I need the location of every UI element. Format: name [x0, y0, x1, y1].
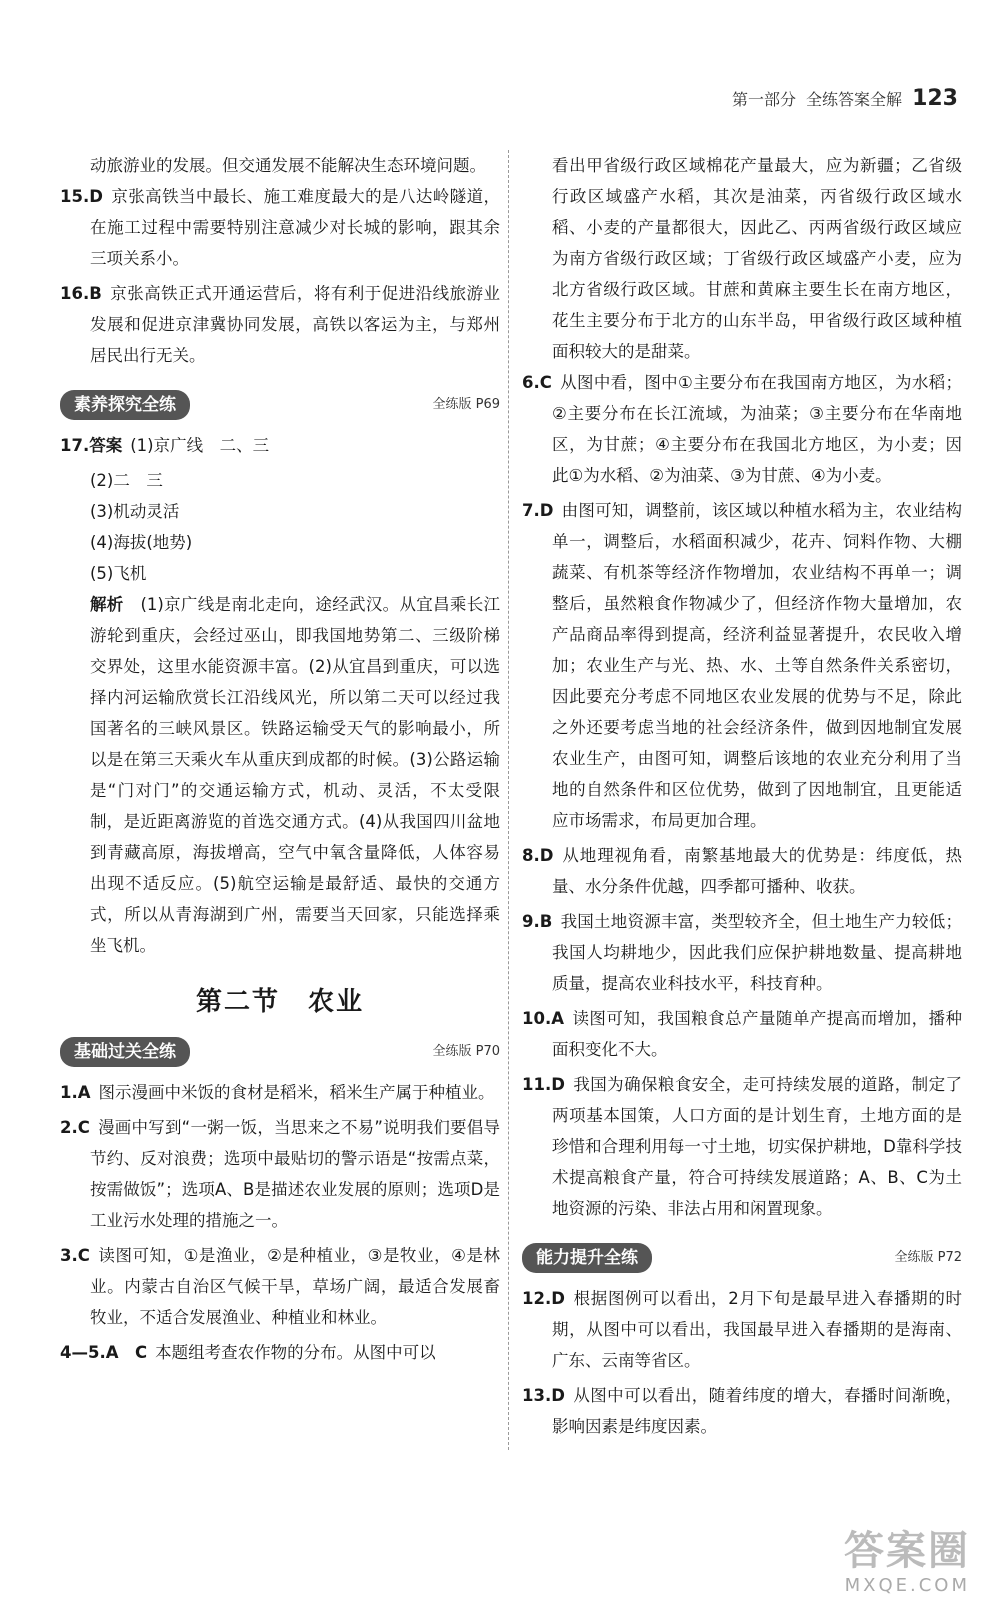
banner-ref: 全练版 P70: [432, 1044, 500, 1059]
answer-item: 1.A 图示漫画中米饭的食材是稻米，稻米生产属于种植业。: [60, 1083, 495, 1102]
answer-item: 10.A 读图可知，我国粮食总产量随单产提高而增加，播种面积变化不大。: [522, 1009, 962, 1059]
header-title: 全练答案全解: [806, 90, 903, 109]
header-section: 第一部分: [732, 90, 797, 109]
answer-item: 16.B 京张高铁正式开通运营后，将有利于促进沿线旅游业发展和促进京津冀协同发展，高铁以客运为主，与郑州居民出行无关。: [60, 284, 500, 365]
answer-item: 8.D 从地理视角看，南繁基地最大的优势是：纬度低，热量、水分条件优越，四季都可播种、收获。: [522, 846, 962, 896]
answer-item: 12.D 根据图例可以看出，2月下旬是最早进入春播期的时期，从图中可以看出，我国最早进入春播期的是海南、广东、云南等省区。: [522, 1289, 962, 1370]
watermark-url: MXQE.COM: [844, 1575, 970, 1596]
banner-tag: 基础过关全练: [60, 1037, 190, 1067]
banner-ref: 全练版 P72: [894, 1250, 962, 1265]
continued-text: 看出甲省级行政区域棉花产量最大，应为新疆；乙省级行政区域盛产水稻，其次是油菜，丙省级行政区域水稻、小麦的产量都很大，因此乙、丙两省级行政区域应为南方省级行政区域；丁省级行政区域盛产小麦，应为北方省级行政区域。甘蔗和黄麻主要生长在南方地区，花生主要分布于北方的山东半岛，甲省级行政区域种植面积较大的是甜菜。: [552, 156, 962, 361]
answer-sub: (5)飞机: [90, 564, 147, 583]
answer-item: 6.C 从图中看，图中①主要分布在我国南方地区，为水稻；②主要分布在长江流域，为油菜；③主要分布在华南地区，为甘蔗；④主要分布在我国北方地区，为小麦；因此①为水稻、②为油菜、③为甘蔗、④为小麦。: [522, 373, 962, 485]
left-column: [60, 150, 500, 1372]
answer-item: 9.B 我国土地资源丰富，类型较齐全，但土地生产力较低；我国人均耕地少，因此我们应保护耕地数量、提高耕地质量，提高农业科技水平，科技育种。: [522, 912, 962, 993]
analysis-text: 解析 (1)京广线是南北走向，途经武汉。从宜昌乘长江游轮到重庆，会经过巫山，即我国地势第二、三级阶梯交界处，这里水能资源丰富。(2)从宜昌到重庆，可以选择内河运输欣赏长江沿线风光，所以第二天可以经过我国著名的三峡风景区。铁路运输受天气的影响最小，所以是在第三天乘火车从重庆到成都的时候。(3)公路运输是“门对门”的交通运输方式，机动、灵活，不太受限制，是近距离游览的首选交通方式。(4)从我国四川盆地到青藏高原，海拔增高，空气中氧含量降低，人体容易出现不适反应。(5)航空运输是最舒适、最快的交通方式，所以从青海湖到广州，需要当天回家，只能选择乘坐飞机。: [90, 595, 501, 955]
answer-item: 7.D 由图可知，调整前，该区域以种植水稻为主，农业结构单一，调整后，水稻面积减少，花卉、饲料作物、大棚蔬菜、有机茶等经济作物增加，农业结构不再单一；调整后，虽然粮食作物减少了，但经济作物大量增加，农产品商品率得到提高，经济利益显著提升，农民收入增加；农业生产与光、热、水、土等自然条件关系密切，因此要充分考虑不同地区农业发展的优势与不足，除此之外还要考虑当地的社会经济条件，做到因地制宜发展农业生产，由图可知，调整后该地的农业充分利用了当地的自然条件和区位优势，做到了因地制宜，且更能适应市场需求，布局更加合理。: [522, 501, 962, 830]
answer-item: 2.C 漫画中写到“一粥一饭，当思来之不易”说明我们要倡导节约、反对浪费；选项中最贴切的警示语是“按需点菜，按需做饭”；选项A、B是描述农业发展的原则；选项D是工业污水处理的措施之一。: [60, 1118, 500, 1230]
page-header: [732, 86, 958, 111]
column-divider: [508, 150, 509, 1450]
answer-item: 3.C 读图可知，①是渔业，②是种植业，③是牧业，④是林业。内蒙古自治区气候干旱，草场广阔，最适合发展畜牧业，不适合发展渔业、种植业和林业。: [60, 1246, 500, 1327]
answer-item: 15.D 京张高铁当中最长、施工难度最大的是八达岭隧道，在施工过程中需要特别注意减少对长城的影响，跟其余三项关系小。: [60, 187, 500, 268]
right-column: [522, 150, 962, 1446]
answer-item: 11.D 我国为确保粮食安全，走可持续发展的道路，制定了两项基本国策，人口方面的是计划生育，土地方面的是珍惜和合理利用每一寸土地，切实保护耕地，D靠科学技术提高粮食产量，符合可持续发展道路；A、B、C为土地资源的污染、非法占用和闲置现象。: [522, 1075, 962, 1218]
answer-item: 13.D 从图中可以看出，随着纬度的增大，春播时间渐晚，影响因素是纬度因素。: [522, 1386, 962, 1436]
banner-tag: 素养探究全练: [60, 390, 190, 420]
answer-item: 4—5.A C 本题组考查农作物的分布。从图中可以: [60, 1343, 436, 1362]
answer-item: 17.答案 (1)京广线 二、三: [60, 436, 270, 455]
answer-sub: (3)机动灵活: [90, 502, 180, 521]
section-banner: [60, 389, 500, 420]
watermark-logo: 答案圈: [844, 1528, 970, 1574]
answer-sub: (2)二 三: [90, 471, 163, 490]
section-banner: [522, 1242, 962, 1273]
banner-ref: 全练版 P69: [432, 397, 500, 412]
continued-text: 动旅游业的发展。但交通发展不能解决生态环境问题。: [90, 156, 486, 175]
section-title: 第二节 农业: [195, 987, 364, 1017]
answer-sub: (4)海拔(地势): [90, 533, 193, 552]
banner-tag: 能力提升全练: [522, 1243, 652, 1273]
section-banner: [60, 1036, 500, 1067]
page-number: 123: [912, 86, 958, 111]
